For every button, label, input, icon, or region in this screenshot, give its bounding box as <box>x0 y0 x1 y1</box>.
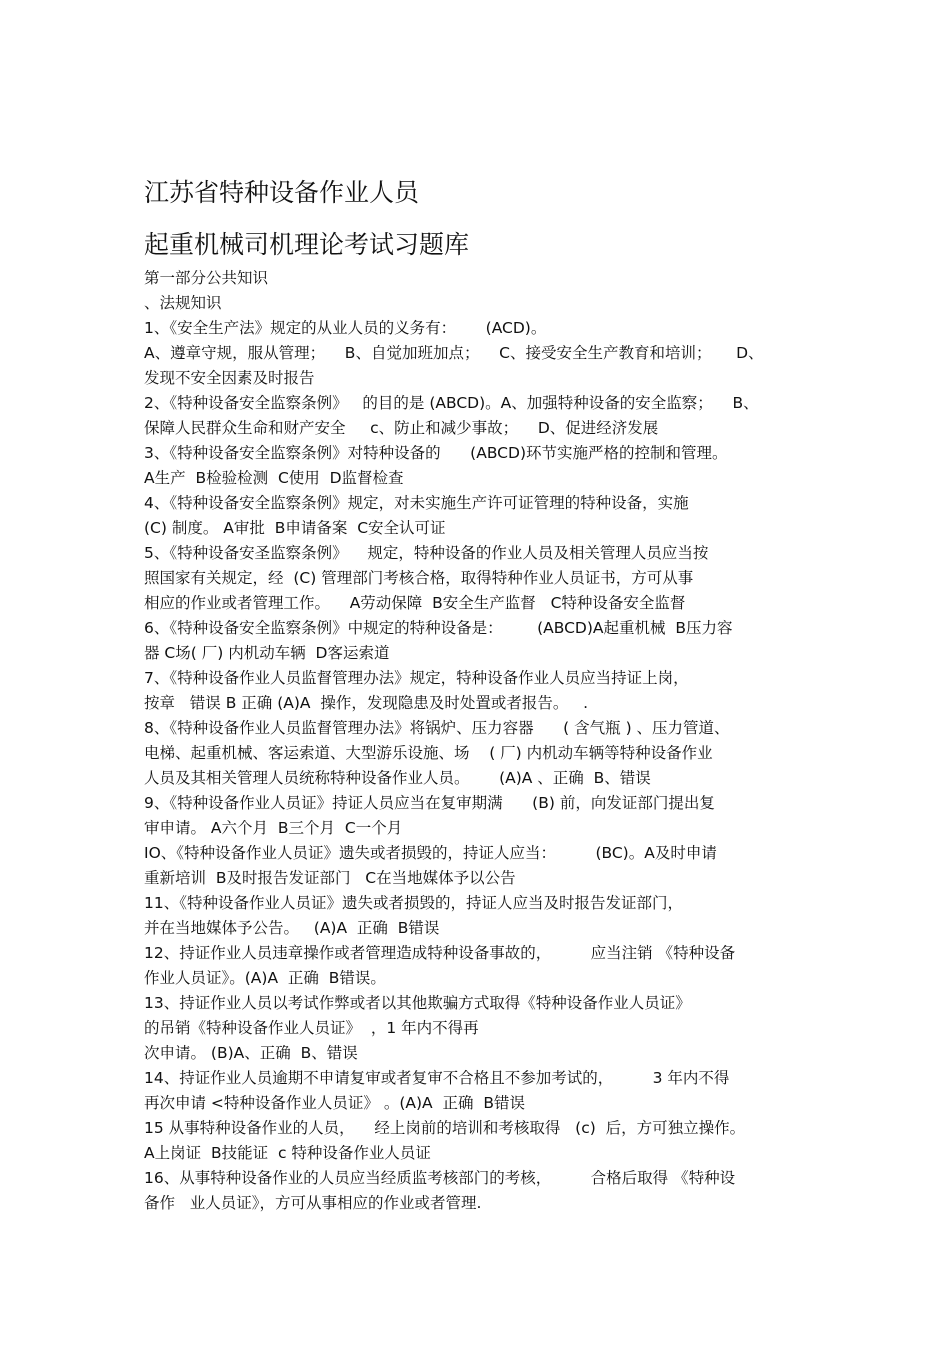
text-line: 16、从事特种设备作业的人员应当经质监考核部门的考核， 合格后取得 《特种设 <box>144 1169 736 1187</box>
text-line: A、遵章守规，服从管理； B、自觉加班加点； C、接受安全生产教育和培训； D、 <box>144 344 764 362</box>
text-line: 按章 错误 B 正确 (A)A 操作，发现隐患及时处置或者报告。 . <box>144 694 589 712</box>
text-line: 9、《特种设备作业人员证》持证人员应当在复审期满 (B) 前，向发证部门提出复 <box>144 794 715 812</box>
text-line: 保障人民群众生命和财产安全 c、防止和减少事故； D、促进经济发展 <box>144 419 659 437</box>
text-line: A上岗证 B技能证 c 特种设备作业人员证 <box>144 1144 431 1162</box>
text-line: 8、《特种设备作业人员监督管理办法》将锅炉、压力容器 ( 含气瓶 ) 、压力管道、 <box>144 719 730 737</box>
document-title-line-2: 起重机械司机理论考试习题库 <box>144 230 470 259</box>
text-line: 第一部分公共知识 <box>144 269 269 287</box>
text-line: 3、《特种设备安全监察条例》对特种设备的 (ABCD)环节实施严格的控制和管理。 <box>144 444 728 462</box>
text-line: 重新培训 B及时报告发证部门 C在当地媒体予以公告 <box>144 869 516 887</box>
document-body <box>144 266 814 1216</box>
text-line: 作业人员证》。(A)A 正确 B错误。 <box>144 969 386 987</box>
text-line: 2、《特种设备安全监察条例》 的目的是 (ABCD)。A、加强特种设备的安全监察； B、 <box>144 394 759 412</box>
text-line: 并在当地媒体予公告。 (A)A 正确 B错误 <box>144 919 440 937</box>
text-line: 5、《特种设备安圣监察条例》 规定，特种设备的作业人员及相关管理人员应当按 <box>144 544 709 562</box>
text-line: 7、《特种设备作业人员监督管理办法》规定，特种设备作业人员应当持证上岗， <box>144 669 689 687</box>
text-line: 人员及其相关管理人员统称特种设备作业人员。 (A)A 、正确 B、错误 <box>144 769 651 787</box>
text-line: 、法规知识 <box>144 294 222 312</box>
text-line: 备作 业人员证》，方可从事相应的作业或者管理. <box>144 1194 482 1212</box>
text-line: 11、《特种设备作业人员证》遗失或者损毁的，持证人应当及时报告发证部门， <box>144 894 683 912</box>
text-line: IO、《特种设备作业人员证》遗失或者损毁的，持证人应当： (BC)。A及时申请 <box>144 844 717 862</box>
text-line: 12、持证作业人员违章操作或者管理造成特种设备事故的， 应当注销 《特种设备 <box>144 944 736 962</box>
text-line: 14、持证作业人员逾期不申请复审或者复审不合格且不参加考试的， 3 年内不得 <box>144 1069 730 1087</box>
text-line: 电梯、起重机械、客运索道、大型游乐设施、场 ( 厂) 内机动车辆等特种设备作业 <box>144 744 713 762</box>
text-line: 15 从事特种设备作业的人员， 经上岗前的培训和考核取得 (c) 后，方可独立操作。 <box>144 1119 746 1137</box>
text-line: 次申请。 (B)A、正确 B、错误 <box>144 1044 358 1062</box>
text-line: 器 C场( 厂) 内机动车辆 D客运索道 <box>144 644 390 662</box>
text-line: (C) 制度。 A审批 B申请备案 C安全认可证 <box>144 519 446 537</box>
document-title-line-1: 江苏省特种设备作业人员 <box>144 178 420 207</box>
text-line: A生产 B检验检测 C使用 D监督检查 <box>144 469 404 487</box>
text-line: 4、《特种设备安全监察条例》规定，对未实施生产许可证管理的特种设备，实施 <box>144 494 689 512</box>
text-line: 照国家有关规定，经 (C) 管理部门考核合格，取得特种作业人员证书，方可从事 <box>144 569 694 587</box>
text-line: 1、《安全生产法》规定的从业人员的义务有： (ACD)。 <box>144 319 547 337</box>
text-line: 审申请。 A六个月 B三个月 C一个月 <box>144 819 403 837</box>
text-line: 再次申请 <特种设备作业人员证》 。(A)A 正确 B错误 <box>144 1094 525 1112</box>
text-line: 的吊销《特种设备作业人员证》 ，1 年内不得再 <box>144 1019 479 1037</box>
text-line: 相应的作业或者管理工作。 A劳动保障 B安全生产监督 C特种设备安全监督 <box>144 594 686 612</box>
text-line: 发现不安全因素及时报告 <box>144 369 315 387</box>
text-line: 13、持证作业人员以考试作弊或者以其他欺骗方式取得《特种设备作业人员证》 <box>144 994 691 1012</box>
text-line: 6、《特种设备安全监察条例》中规定的特种设备是： (ABCD)A起重机械 B压力容 <box>144 619 733 637</box>
